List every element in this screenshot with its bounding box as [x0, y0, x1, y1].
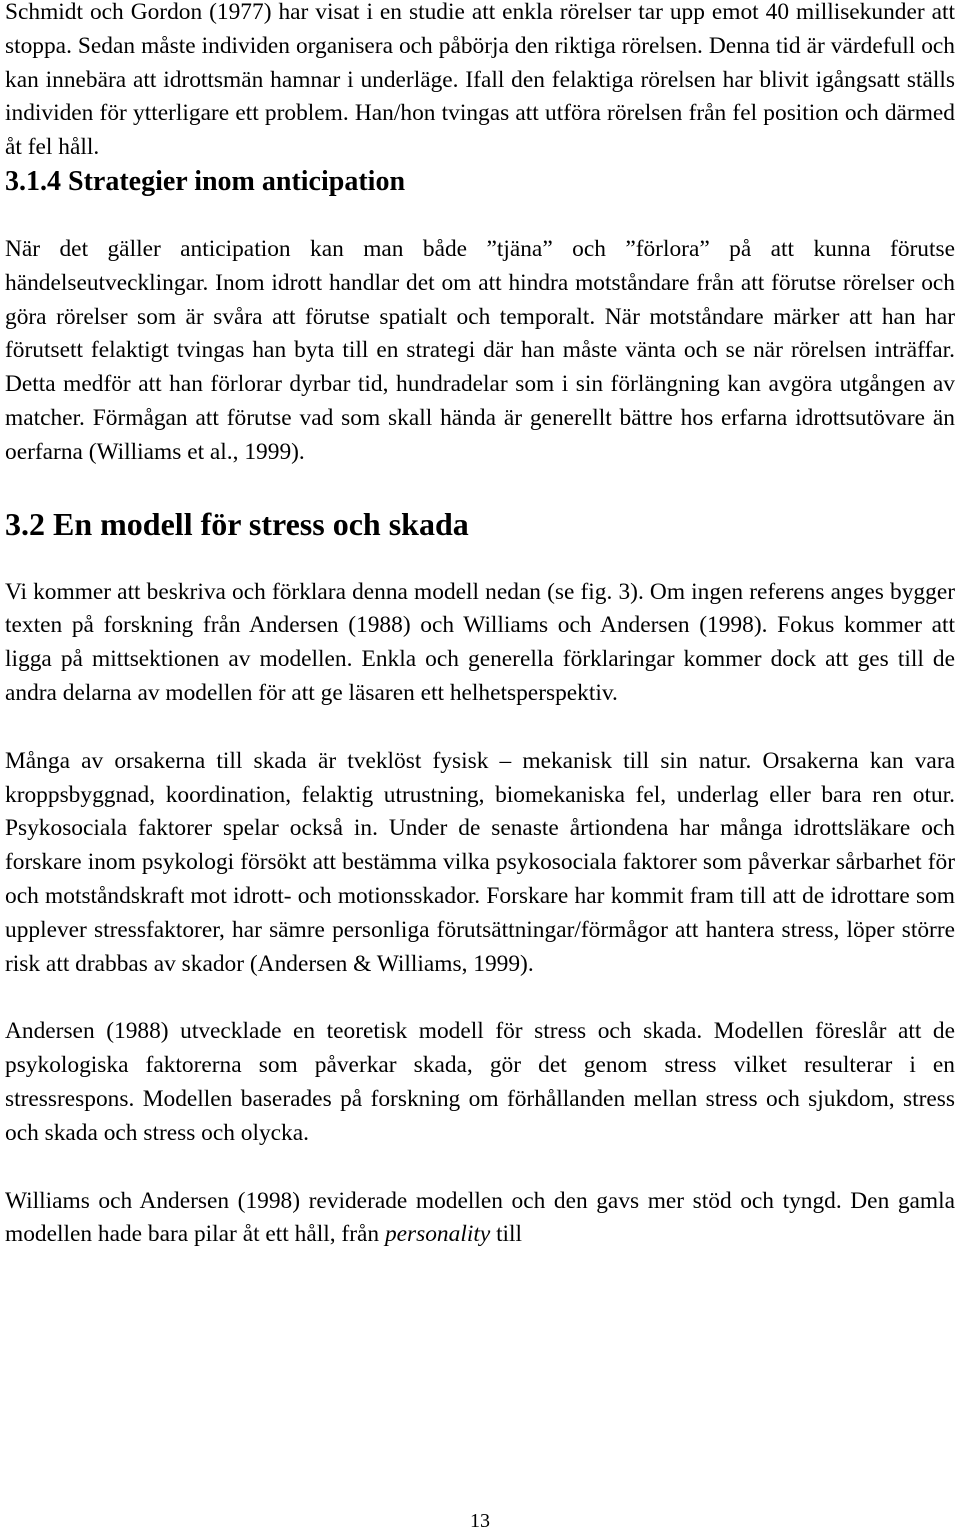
- revised-model-text: Williams och Andersen (1998) reviderade modellen och den gavs mer stöd och tyngd. Den gamla modellen hade bara pilar åt ett håll, från: [5, 1187, 955, 1248]
- model-intro-paragraph: Vi kommer att beskriva och förklara denna modell nedan (se fig. 3). Om ingen referens anges bygger texten på forskning från Andersen (1988) och Williams och Andersen (1998). Fokus kommer att ligga på mittsektionen av modellen. Enkla och generella förklaringar kommer dock att ges till de andra delarna av modellen för att ge läsaren ett helhetsperspektiv.: [5, 578, 955, 706]
- intro-paragraph: Schmidt och Gordon (1977) har visat i en studie att enkla rörelser tar upp emot 40 millisekunder att stoppa. Sedan måste individen organisera och påbörja den riktiga rörelsen. Denna tid är värdefull och kan innebära att idrottsmän hamnar i underläge. Ifall den felaktiga rörelsen har blivit igångsatt ställs individen för ytterligare ett problem. Han/hon tvingas att utföra rörelsen från fel position och därmed åt fel håll.: [5, 0, 955, 161]
- andersen-model-paragraph: Andersen (1988) utvecklade en teoretisk modell för stress och skada. Modellen föreslår att de psykologiska faktorerna som påverkar skada, gör det genom stress vilket resulterar i en stressrespons. Modellen baserades på forskning om förhållanden mellan stress och sjukdom, stress och skada och stress och olycka.: [5, 1018, 955, 1146]
- injury-causes-paragraph: Många av orsakerna till skada är tveklöst fysisk – mekanisk till sin natur. Orsakerna kan vara kroppsbyggnad, koordination, felaktig utrustning, biomekaniska fel, underlag eller bara ren otur. Psykosociala faktorer spelar också in. Under de senaste årtiondena har många idrottsläkare och forskare inom psykologi försökt att bestämma vilka psykosociala faktorer som påverkar sårbarhet för och motståndskraft mot idrott- och motionsskador. Forskare har kommit fram till att de idrottare som upplever stressfaktorer, har sämre personliga förutsättningar/förmågor att hantera stress, löper större risk att drabbas av skador (Andersen & Williams, 1999).: [5, 747, 955, 977]
- revised-model-paragraph: [5, 1185, 955, 1253]
- page-number: 13: [470, 1510, 490, 1532]
- section-heading-3-2: 3.2 En modell för stress och skada: [5, 505, 469, 542]
- section-heading-3-1-4: 3.1.4 Strategier inom anticipation: [5, 165, 406, 197]
- revised-model-italic-term: personality: [384, 1221, 491, 1248]
- revised-model-tail: till: [496, 1221, 523, 1248]
- anticipation-paragraph: När det gäller anticipation kan man både ”tjäna” och ”förlora” på att kunna förutse händelseutvecklingar. Inom idrott handlar det om att hindra motståndare från att förutse rörelser och göra rörelser som är svåra att förutse spatialt och temporalt. När motståndare märker att han har förutsett felaktigt tvingas han byta till en strategi där han måste vänta och se när rörelsen inträffar. Detta medför att han förlorar dyrbar tid, hundradelar som i sin förlängning kan avgöra utgången av matcher. Förmågan att förutse vad som skall hända är generellt bättre hos erfarna idrottsutövare än oerfarna (Williams et al., 1999).: [5, 235, 955, 465]
- document-page: [5, 0, 955, 1252]
